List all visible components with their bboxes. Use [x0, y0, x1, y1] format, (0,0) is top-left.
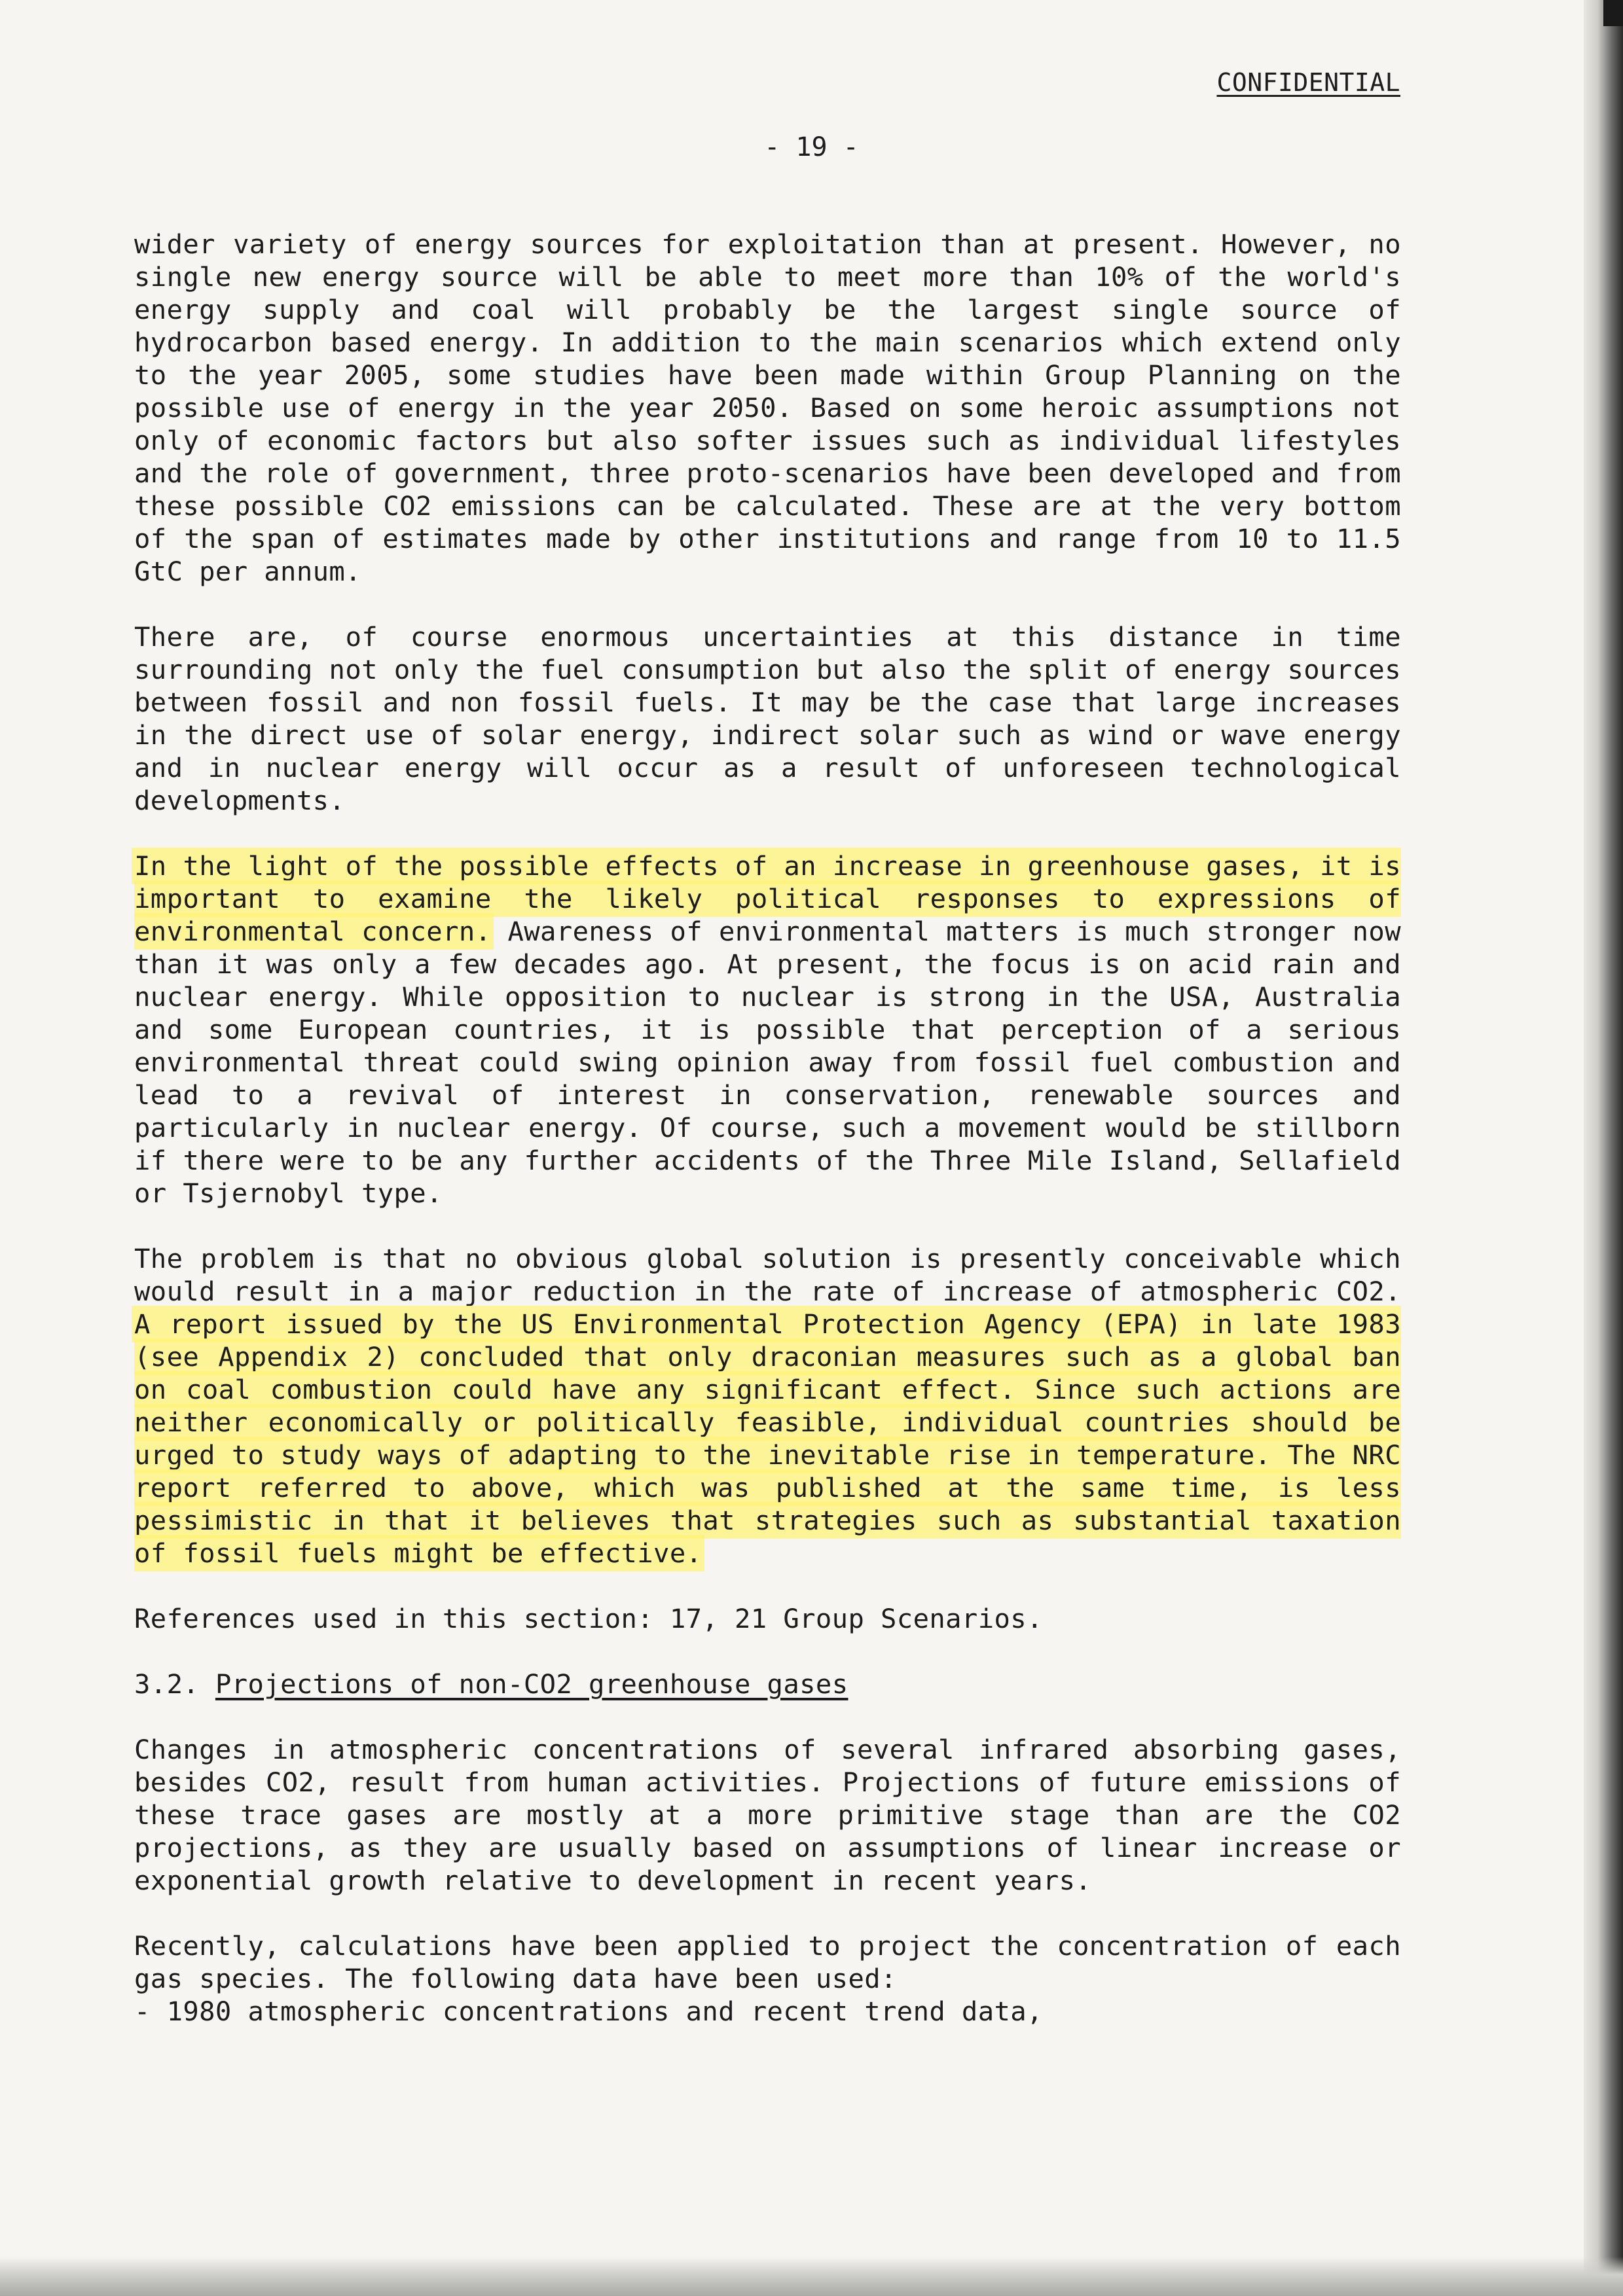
paragraph-energy-sources: wider variety of energy sources for exploitation than at present. However, no single new energy source will be able to meet more than 10% of the world's energy supply and coal will probably be the largest single source of hydrocarbon based energy. In addition to the main scenarios which extend only to the year 2005, some studies have been made within Group Planning on the possible use of energy in the year 2050. Based on some heroic assumptions not only of economic factors but also softer issues such as individual lifestyles and the role of government, three proto-scenarios have been developed and from these possible CO2 emissions can be calculated. These are at the very bottom of the span of estimates made by other institutions and range from 10 to 11.5 GtC per annum. [134, 228, 1401, 587]
paragraph-calculations: Recently, calculations have been applied to project the concentration of each gas species. The following data have been used: [134, 1930, 1401, 1994]
references-line: References used in this section: 17, 21 Group Scenarios. [134, 1603, 1043, 1634]
paragraph-political-responses [134, 850, 1401, 1210]
paragraph-text: The problem is that no obvious global solution is presently conceivable which would result in a major reduction in the rate of increase of atmospheric CO2. [134, 1243, 1401, 1307]
section-heading [134, 1668, 1401, 1700]
scan-shadow-right [1584, 0, 1623, 2296]
highlighted-text: In the light of the possible effects of an increase in greenhouse gases, it is important to examine the likely political responses to expressions of environmental concern. [134, 850, 1401, 947]
paragraph-text: Awareness of environmental matters is much stronger now than it was only a few decades ago. At present, the focus is on acid rain and nuclear energy. While opposition to nuclear is strong in the USA, Australia and some European countries, it is possible that perception of a serious environmental threat could swing opinion away from fossil fuel combustion and lead to a revival of interest in conservation, renewable sources and particularly in nuclear energy. Of course, such a movement would be stillborn if there were to be any further accidents of the Three Mile Island, Sellafield or Tsjernobyl type. [134, 916, 1401, 1209]
paragraph-global-solution [134, 1242, 1401, 1570]
page-number: - 19 - [764, 132, 859, 162]
scan-shadow-bottom [0, 2257, 1623, 2296]
paragraph-trace-gases: Changes in atmospheric concentrations of several infrared absorbing gases, besides CO2, result from human activities. Projections of future emissions of these trace gases are mostly at a more primitive stage than are the CO2 projections, as they are usually based on assumptions of linear increase or exponential growth relative to development in recent years. [134, 1734, 1401, 1896]
section-title: Projections of non-CO2 greenhouse gases [215, 1668, 848, 1700]
document-body [134, 228, 1401, 2028]
section-number: 3.2. [134, 1668, 200, 1700]
confidential-marking: CONFIDENTIAL [1216, 68, 1400, 97]
scan-shadow-corner [1603, 0, 1623, 26]
highlighted-text: A report issued by the US Environmental Protection Agency (EPA) in late 1983 (see Appendix 2) concluded that only draconian measures such as a global ban on coal combustion could have any significant effect. Since such actions are neither economically or politically feasible, individual countries should be urged to study ways of adapting to the inevitable rise in temperature. The NRC report referred to above, which was published at the same time, is less pessimistic in that it believes that strategies such as substantial taxation of fossil fuels might be effective. [134, 1308, 1401, 1569]
paragraph-uncertainties: There are, of course enormous uncertainties at this distance in time surrounding not only the fuel consumption but also the split of energy sources between fossil and non fossil fuels. It may be the case that large increases in the direct use of solar energy, indirect solar such as wind or wave energy and in nuclear energy will occur as a result of unforeseen technological developments. [134, 621, 1401, 816]
list-item: - 1980 atmospheric concentrations and recent trend data, [134, 1996, 1043, 2027]
